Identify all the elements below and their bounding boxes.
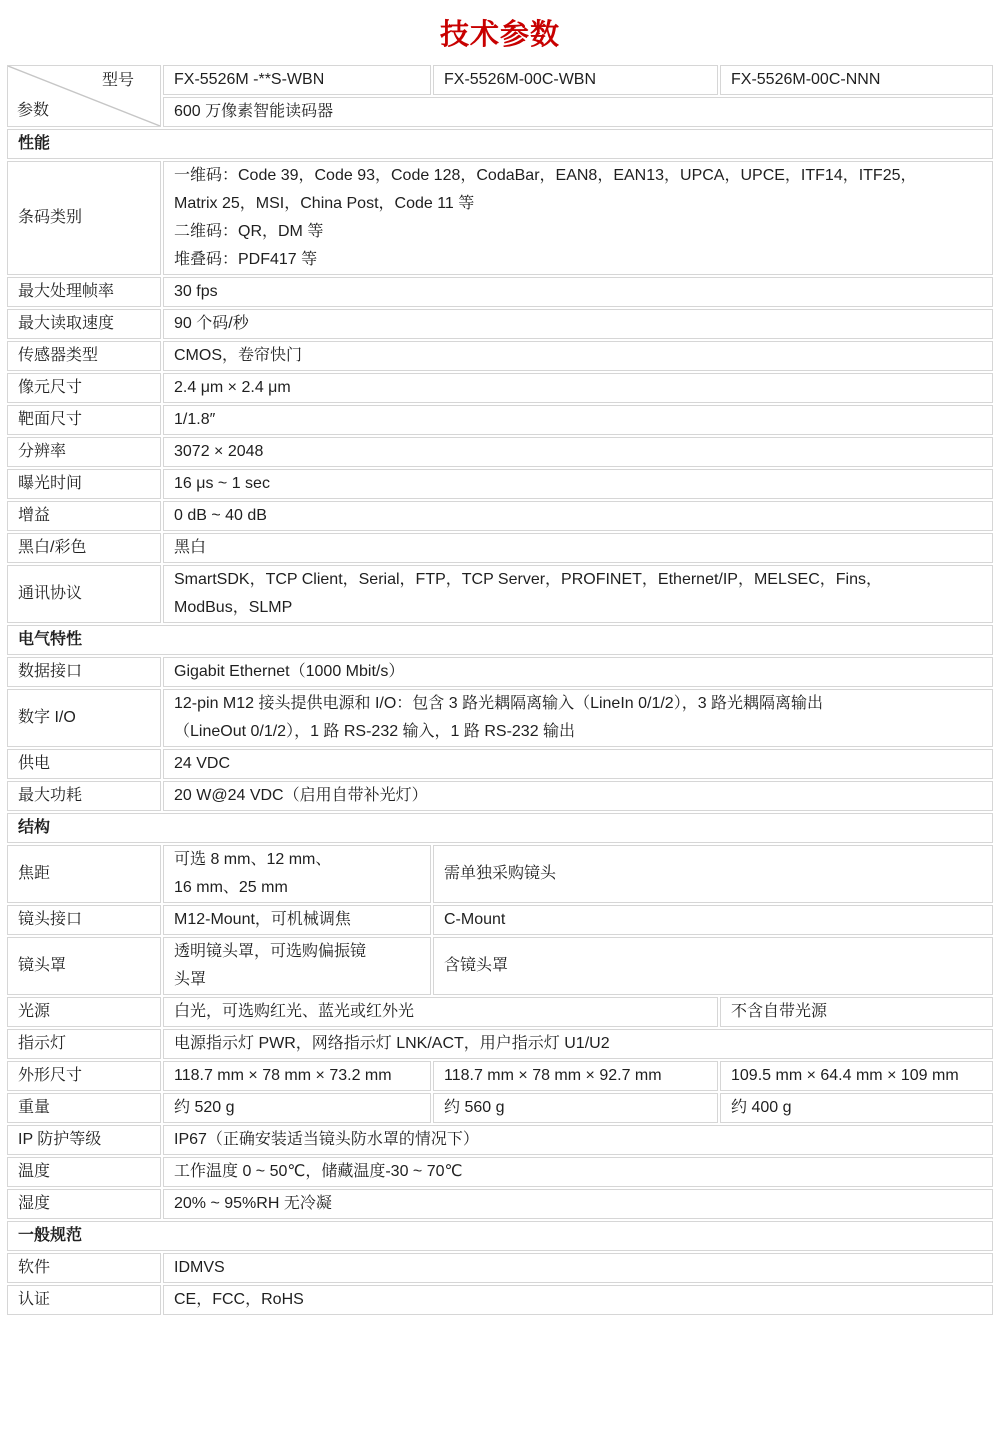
row-label: 外形尺寸 — [7, 1061, 161, 1091]
model-name-3: FX-5526M-00C-NNN — [720, 65, 993, 95]
value-line: 16 mm、25 mm — [174, 879, 288, 896]
model-header-row — [7, 65, 993, 95]
row-value-wbn: 白光，可选购红光、蓝光或红外光 — [163, 997, 718, 1027]
row-value-cmount: 需单独采购镜头 — [433, 845, 993, 903]
row-value-3: 约 400 g — [720, 1093, 993, 1123]
row-frame-rate — [7, 277, 993, 307]
row-value: Gigabit Ethernet（1000 Mbit/s） — [163, 657, 993, 687]
row-label: 光源 — [7, 997, 161, 1027]
value-line: 可选 8 mm、12 mm、 — [174, 851, 332, 868]
row-value-cmount: C-Mount — [433, 905, 993, 935]
value-line: ModBus，SLMP — [174, 599, 293, 616]
row-software — [7, 1253, 993, 1283]
row-label: 镜头罩 — [7, 937, 161, 995]
row-sensor-format — [7, 405, 993, 435]
row-barcode-types — [7, 161, 993, 275]
row-value: 2.4 μm × 2.4 μm — [163, 373, 993, 403]
row-value: CE，FCC，RoHS — [163, 1285, 993, 1315]
row-lens-mount — [7, 905, 993, 935]
row-value: 20% ~ 95%RH 无冷凝 — [163, 1189, 993, 1219]
row-gain — [7, 501, 993, 531]
row-power-supply — [7, 749, 993, 779]
row-value-m12: M12-Mount，可机械调焦 — [163, 905, 431, 935]
row-label: 重量 — [7, 1093, 161, 1123]
row-label: 数据接口 — [7, 657, 161, 687]
row-label: 像元尺寸 — [7, 373, 161, 403]
row-value: 工作温度 0 ~ 50℃，储藏温度-30 ~ 70℃ — [163, 1157, 993, 1187]
row-value: IDMVS — [163, 1253, 993, 1283]
row-read-speed — [7, 309, 993, 339]
row-value: 90 个码/秒 — [163, 309, 993, 339]
corner-param-label: 参数 — [17, 102, 50, 119]
model-name-1: FX-5526M -**S-WBN — [163, 65, 431, 95]
product-name: 600 万像素智能读码器 — [163, 97, 993, 127]
row-label: 条码类别 — [7, 161, 161, 275]
row-dimensions — [7, 1061, 993, 1091]
row-exposure — [7, 469, 993, 499]
row-label: 传感器类型 — [7, 341, 161, 371]
row-value-2: 约 560 g — [433, 1093, 718, 1123]
row-label: 最大功耗 — [7, 781, 161, 811]
row-value: IP67（正确安装适当镜头防水罩的情况下） — [163, 1125, 993, 1155]
value-line: 12-pin M12 接头提供电源和 I/O：包含 3 路光耦隔离输入（LineIn 0/1/2），3 路光耦隔离输出 — [174, 695, 824, 712]
row-protocols — [7, 565, 993, 623]
row-value-2: 118.7 mm × 78 mm × 92.7 mm — [433, 1061, 718, 1091]
row-value-m12 — [163, 845, 431, 903]
row-label: 指示灯 — [7, 1029, 161, 1059]
row-pixel-size — [7, 373, 993, 403]
row-value: 0 dB ~ 40 dB — [163, 501, 993, 531]
row-value: 20 W@24 VDC（启用自带补光灯） — [163, 781, 993, 811]
row-label: 增益 — [7, 501, 161, 531]
value-line: （LineOut 0/1/2），1 路 RS-232 输入，1 路 RS-232 输出 — [174, 723, 576, 740]
value-line: 堆叠码：PDF417 等 — [174, 251, 318, 268]
value-line: SmartSDK，TCP Client，Serial，FTP，TCP Server，PROFINET，Ethernet/IP，MELSEC，Fins， — [174, 571, 882, 588]
row-label: 靶面尺寸 — [7, 405, 161, 435]
row-certification — [7, 1285, 993, 1315]
row-value — [163, 565, 993, 623]
row-label: 认证 — [7, 1285, 161, 1315]
row-value: 1/1.8″ — [163, 405, 993, 435]
row-sensor-type — [7, 341, 993, 371]
row-resolution — [7, 437, 993, 467]
row-value: 黑白 — [163, 533, 993, 563]
section-electrical — [7, 625, 993, 655]
row-value-3: 109.5 mm × 64.4 mm × 109 mm — [720, 1061, 993, 1091]
row-light-source — [7, 997, 993, 1027]
row-value: 24 VDC — [163, 749, 993, 779]
row-value-nnn: 不含自带光源 — [720, 997, 993, 1027]
row-label: 软件 — [7, 1253, 161, 1283]
row-label: 黑白/彩色 — [7, 533, 161, 563]
row-indicators — [7, 1029, 993, 1059]
row-temperature — [7, 1157, 993, 1187]
row-value: 3072 × 2048 — [163, 437, 993, 467]
row-ip-rating — [7, 1125, 993, 1155]
row-value-1: 约 520 g — [163, 1093, 431, 1123]
row-label: 镜头接口 — [7, 905, 161, 935]
row-value-m12 — [163, 937, 431, 995]
value-line: 二维码：QR，DM 等 — [174, 223, 324, 240]
row-label: 焦距 — [7, 845, 161, 903]
row-value: 电源指示灯 PWR，网络指示灯 LNK/ACT，用户指示灯 U1/U2 — [163, 1029, 993, 1059]
section-title: 性能 — [7, 129, 993, 159]
row-label: 通讯协议 — [7, 565, 161, 623]
row-value — [163, 161, 993, 275]
page-title: 技术参数 — [439, 19, 560, 51]
row-value-1: 118.7 mm × 78 mm × 73.2 mm — [163, 1061, 431, 1091]
corner-cell — [7, 65, 161, 127]
row-value: CMOS，卷帘快门 — [163, 341, 993, 371]
row-label: 温度 — [7, 1157, 161, 1187]
row-weight — [7, 1093, 993, 1123]
value-line: 透明镜头罩，可选购偏振镜 — [174, 943, 367, 960]
row-max-power — [7, 781, 993, 811]
row-value-cmount: 含镜头罩 — [433, 937, 993, 995]
row-data-interface — [7, 657, 993, 687]
row-lens-cover — [7, 937, 993, 995]
row-mono-color — [7, 533, 993, 563]
spec-table — [5, 63, 995, 1317]
value-line: 头罩 — [174, 971, 207, 988]
row-label: 最大读取速度 — [7, 309, 161, 339]
value-line: Matrix 25，MSI，China Post，Code 11 等 — [174, 195, 475, 212]
row-focal-length — [7, 845, 993, 903]
section-title: 电气特性 — [7, 625, 993, 655]
row-label: IP 防护等级 — [7, 1125, 161, 1155]
model-name-2: FX-5526M-00C-WBN — [433, 65, 718, 95]
section-title: 一般规范 — [7, 1221, 993, 1251]
corner-model-label: 型号 — [101, 72, 134, 89]
section-structure — [7, 813, 993, 843]
row-label: 数字 I/O — [7, 689, 161, 747]
row-label: 湿度 — [7, 1189, 161, 1219]
row-digital-io — [7, 689, 993, 747]
row-label: 最大处理帧率 — [7, 277, 161, 307]
row-label: 曝光时间 — [7, 469, 161, 499]
row-value — [163, 689, 993, 747]
section-general — [7, 1221, 993, 1251]
row-label: 分辨率 — [7, 437, 161, 467]
section-title: 结构 — [7, 813, 993, 843]
row-humidity — [7, 1189, 993, 1219]
row-value: 30 fps — [163, 277, 993, 307]
section-performance — [7, 129, 993, 159]
row-label: 供电 — [7, 749, 161, 779]
value-line: 一维码：Code 39，Code 93，Code 128，CodaBar，EAN8，EAN13，UPCA，UPCE，ITF14，ITF25， — [174, 167, 917, 184]
row-value: 16 μs ~ 1 sec — [163, 469, 993, 499]
